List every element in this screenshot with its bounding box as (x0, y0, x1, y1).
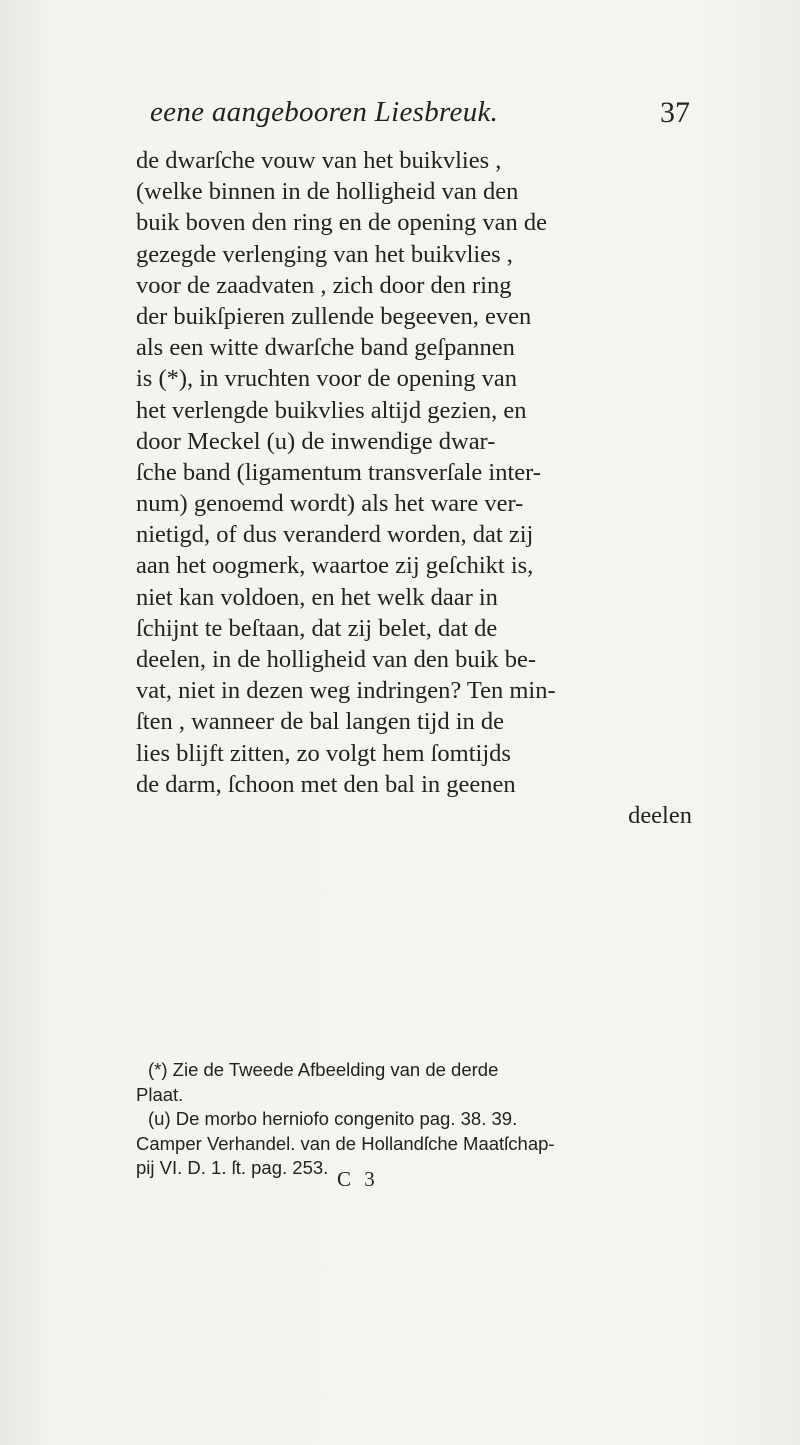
text-line: het verlengde buikvlies altijd gezien, en (136, 396, 527, 424)
text-line: nietigd, of dus veranderd worden, dat zij (136, 521, 534, 549)
catchword: deelen (628, 801, 692, 829)
footnote-line: (*) Zie de Tweede Afbeelding van de derde (148, 1059, 499, 1080)
footnote-line: (u) De morbo herniofo congenito pag. 38. 39. (148, 1108, 518, 1129)
text-line: de darm, ſchoon met den bal in geenen (136, 770, 516, 798)
main-text (136, 145, 692, 831)
text-line: de dwarſche vouw van het buikvlies , (136, 147, 502, 174)
text-line: ſche band (ligamentum transverſale inter- (136, 458, 541, 486)
footnote-line: Plaat. (136, 1083, 184, 1105)
text-line: num) genoemd wordt) als het ware ver- (136, 490, 524, 518)
text-line: ſten , wanneer de bal langen tijd in de (136, 708, 505, 736)
text-line: (welke binnen in de holligheid van den (136, 178, 519, 206)
signature-mark: C 3 (337, 1167, 379, 1191)
footnote-line: pij VI. D. 1. ſt. pag. 253. (136, 1157, 329, 1178)
text-line: der buikſpieren zullende begeeven, even (136, 302, 532, 330)
text-line: vat, niet in dezen weg indringen? Ten min- (136, 677, 556, 705)
text-line: is (*), in vruchten voor de opening van (136, 365, 518, 393)
footnote-line: Camper Verhandel. van de Hollandſche Maatſchap- (136, 1132, 555, 1154)
footnotes (136, 1058, 692, 1181)
text-line: als een witte dwarſche band geſpannen (136, 334, 515, 362)
text-line: ſchijnt te beſtaan, dat zij belet, dat de (136, 614, 498, 642)
text-line: door Meckel (u) de inwendige dwar- (136, 427, 496, 455)
text-line: voor de zaadvaten , zich door den ring (136, 271, 512, 299)
text-line: deelen, in de holligheid van den buik be- (136, 646, 537, 673)
text-line: buik boven den ring en de opening van de (136, 209, 547, 237)
page-number: 37 (660, 96, 690, 129)
text-line: niet kan voldoen, en het welk daar in (136, 583, 498, 611)
page-header (120, 96, 690, 136)
text-line: lies blijft zitten, zo volgt hem ſomtijds (136, 739, 511, 767)
running-head: eene aangebooren Liesbreuk. (150, 96, 499, 128)
text-line: aan het oogmerk, waartoe zij geſchikt is, (136, 552, 534, 580)
text-line: gezegde verlenging van het buikvlies , (136, 240, 513, 268)
